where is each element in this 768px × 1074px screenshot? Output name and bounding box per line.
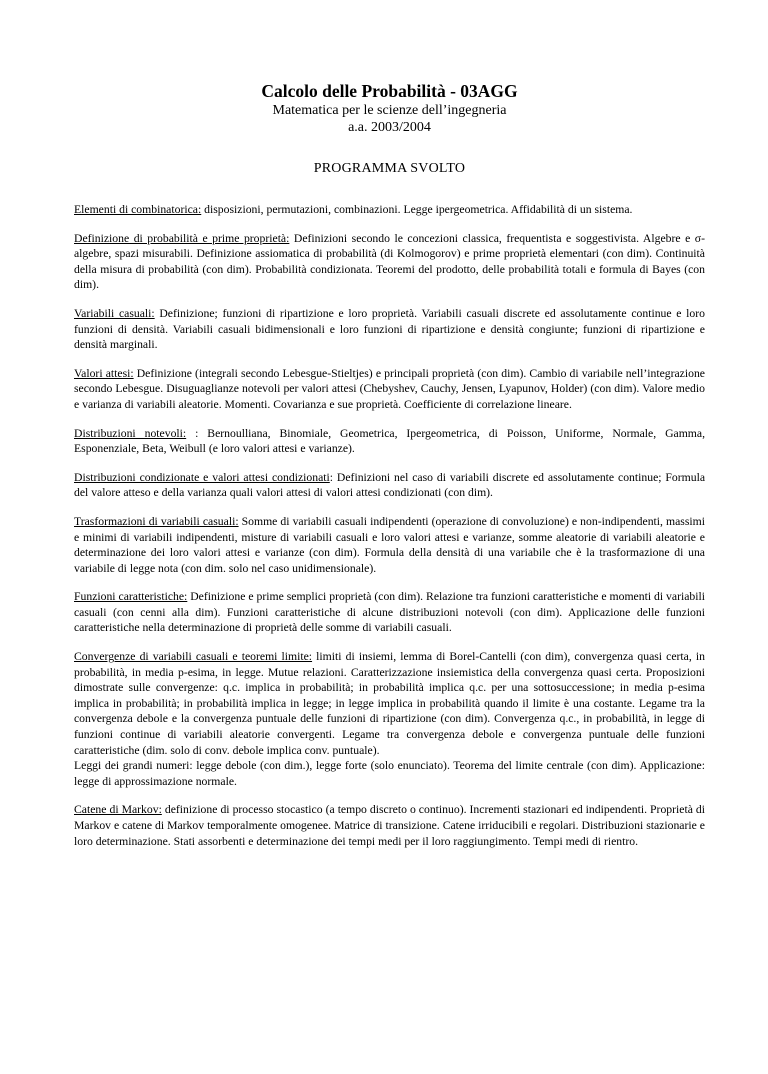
section-heading: Distribuzioni condizionate e valori attesi condizionati (74, 470, 330, 484)
section-body: Definizione (integrali secondo Lebesgue-Stieltjes) e principali proprietà (con dim). Cambio di variabile nell’integrazione secondo Lebesgue. Disuguaglianze notevoli per valori attesi (Chebyshev, Cauchy, Jensen, Lyapunov, Holder) (con dim). Valore medio e varianza di variabili aleatorie. Momenti. Covarianza e sue proprietà. Coefficiente di correlazione lineare. (74, 366, 705, 411)
section-heading: Elementi di combinatorica: (74, 203, 202, 216)
section-combinatorics (74, 202, 705, 218)
section-random-variables (74, 306, 705, 353)
section-markov-chains (74, 802, 705, 849)
section-heading: Convergenze di variabili casuali e teoremi limite: (74, 650, 313, 664)
program-heading: PROGRAMMA SVOLTO (313, 161, 466, 176)
section-heading: Variabili casuali: (74, 306, 155, 320)
section-probability-definition (74, 231, 705, 293)
section-heading: Funzioni caratteristiche: (74, 590, 188, 604)
section-transformations (74, 514, 705, 576)
section-body: Somme di variabili casuali indipendenti (operazione di convoluzione) e non-indipendenti, massimi e minimi di variabili indipendenti, misture di variabili casuali e loro valori attesi e varianze, somme aleatorie di variabili aleatorie e determinazione dei loro valori attesi e varianze (con dim). Formula della densità di una variabile che è la trasformazione di una variabile di legge nota (con dim. solo nel caso unidimensionale). (74, 514, 705, 575)
program-sections (74, 202, 705, 849)
section-body: limiti di insiemi, lemma di Borel-Cantelli (con dim), convergenza quasi certa, in probabilità, in media p-esima, in legge. Mutue relazioni. Caratterizzazione insiemistica della convergenza quasi certa. Proposizioni dimostrate sulle convergenze: q.c. implica in probabilità; in probabilità implica q.c. per una sottosuccessione; in media p-esima implica in probabilità; in probabilità implica in legge; in legge implica in probabilità quando il limite è una costante. Legame tra la convergenza debole e la convergenza puntuale delle funzioni di ripartizione (con dim). Convergenza q.c., in probabilità, in legge di funzioni continue di variabili aleatorie convergenti. Legame tra convergenza debole e convergenza puntuale delle funzioni caratteristiche (dim. solo di conv. debole implica conv. puntuale). (74, 650, 706, 757)
section-heading: Definizione di probabilità e prime proprietà: (74, 231, 290, 245)
section-body: : Definizioni nel caso di variabili discrete ed assolutamente continue; Formula del valore atteso e della varianza quali valori attesi di valori attesi condizionati (con dim). (74, 470, 706, 500)
section-extra-paragraph: Leggi dei grandi numeri: legge debole (con dim.), legge forte (solo enunciato). Teorema del limite centrale (con dim). Applicazione: legge di approssimazione normale. (74, 759, 705, 788)
section-body: Definizione; funzioni di ripartizione e loro proprietà. Variabili casuali discrete ed assolutamente continue e loro funzioni di densità. Variabili casuali bidimensionali e loro funzioni di ripartizione e densità congiunte; funzioni di ripartizione e densità marginali. (74, 306, 705, 352)
section-body: Definizioni secondo le concezioni classica, frequentista e soggestivista. Algebre e σ-algebre, spazi misurabili. Definizione assiomatica di probabilità (di Kolmogorov) e prime proprietà elementari (con dim). Continuità della misura di probabilità (con dim). Probabilità condizionata. Teoremi del prodotto, delle probabilità totali e formula di Bayes (con dim). (74, 231, 705, 292)
section-body: definizione di processo stocastico (a tempo discreto o continuo). Incrementi stazionari ed indipendenti. Proprietà di Markov e catene di Markov temporalmente omogenee. Matrice di transizione. Catene irriducibili e regolari. Distribuzioni stazionarie e loro determinazione. Stati assorbenti e determinazione dei tempi medi per il loro raggiungimento. Tempi medi di rientro. (74, 803, 706, 848)
section-conditional-distributions (74, 470, 705, 501)
section-expected-values (74, 366, 705, 413)
section-heading: Catene di Markov: (74, 803, 162, 817)
section-convergence (74, 649, 705, 789)
course-name: Matematica per le scienze dell’ingegneria (272, 103, 507, 118)
academic-year: a.a. 2003/2004 (348, 120, 431, 135)
section-heading: Distribuzioni notevoli: (74, 426, 187, 440)
section-heading: Valori attesi: (74, 366, 134, 380)
section-body: Definizione e prime semplici proprietà (con dim). Relazione tra funzioni caratteristiche e momenti di variabili casuali (con cenni alla dim). Funzioni caratteristiche di alcune distribuzioni notevoli (con dim). Applicazione delle funzioni caratteristiche nella determinazione di proprietà delle somme di variabili casuali. (74, 590, 705, 635)
section-heading: Trasformazioni di variabili casuali: (74, 514, 239, 528)
section-notable-distributions (74, 426, 705, 457)
section-body: disposizioni, permutazioni, combinazioni. Legge ipergeometrica. Affidabilità di un sistema. (201, 203, 633, 216)
section-body: : Bernoulliana, Binomiale, Geometrica, Ipergeometrica, di Poisson, Uniforme, Normale, Gamma, Esponenziale, Beta, Weibull (e loro valori attesi e varianze). (74, 426, 706, 456)
document-page (0, 80, 768, 1074)
document-title: Calcolo delle Probabilità - 03AGG (261, 81, 518, 101)
section-characteristic-functions (74, 589, 705, 636)
